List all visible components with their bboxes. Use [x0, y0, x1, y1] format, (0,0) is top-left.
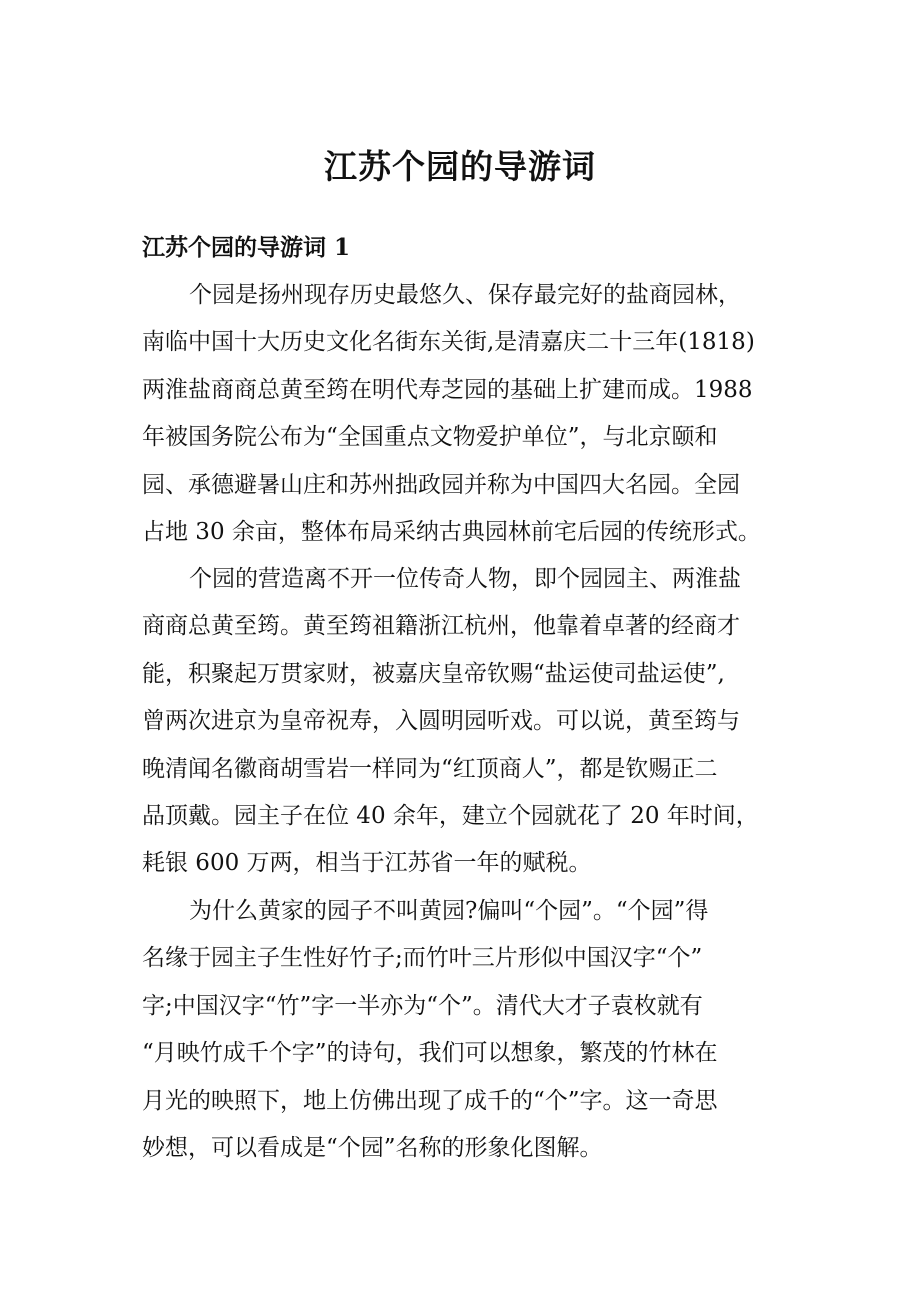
paragraph-line: 个园的营造离不开一位传奇人物，即个园园主、两淮盐	[189, 566, 741, 592]
paragraph-line: 妙想，可以看成是“个园”名称的形象化图解。	[142, 1134, 603, 1161]
paragraph-line: 名缘于园主子生性好竹子;而竹叶三片形似中国汉字“个”	[142, 945, 703, 972]
paragraph-line: 曾两次进京为皇帝祝寿，入圆明园听戏。可以说，黄至筠与	[142, 708, 740, 735]
section-heading: 江苏个园的导游词 1	[142, 234, 351, 261]
paragraph-line: 晚清闻名徽商胡雪岩一样同为“红顶商人”，都是钦赐正二	[142, 755, 718, 782]
paragraph-2	[142, 556, 782, 888]
paragraph-line: 南临中国十大历史文化名街东关街,是清嘉庆二十三年(1818)	[142, 329, 755, 356]
paragraph-line: 年被国务院公布为“全国重点文物爱护单位”，与北京颐和	[142, 424, 718, 451]
document-title: 江苏个园的导游词	[324, 147, 596, 186]
paragraph-line: 字;中国汉字“竹”字一半亦为“个”。清代大才子袁枚就有	[142, 992, 703, 1019]
paragraph-line: 为什么黄家的园子不叫黄园?偏叫“个园”。“个园”得	[189, 898, 709, 924]
paragraph-1	[142, 272, 782, 556]
paragraph-line: 能，积聚起万贯家财，被嘉庆皇帝钦赐“盐运使司盐运使”,	[142, 660, 725, 687]
paragraph-line: 占地 30 余亩，整体布局采纳古典园林前宅后园的传统形式。	[142, 518, 761, 545]
paragraph-3	[142, 888, 782, 1172]
paragraph-line: 园、承德避暑山庄和苏州拙政园并称为中国四大名园。全园	[142, 471, 740, 498]
paragraph-line: 个园是扬州现存历史最悠久、保存最完好的盐商园林，	[189, 282, 741, 308]
paragraph-line: 耗银 600 万两，相当于江苏省一年的赋税。	[142, 850, 592, 877]
paragraph-line: 两淮盐商商总黄至筠在明代寿芝园的基础上扩建而成。1988	[142, 376, 753, 403]
paragraph-line: 商商总黄至筠。黄至筠祖籍浙江杭州，他靠着卓著的经商才	[142, 613, 740, 640]
paragraph-line: 品顶戴。园主子在位 40 余年，建立个园就花了 20 年时间，	[142, 802, 759, 829]
paragraph-line: 月光的映照下，地上仿佛出现了成千的“个”字。这一奇思	[142, 1087, 718, 1114]
paragraph-line: “月映竹成千个字”的诗句，我们可以想象，繁茂的竹林在	[142, 1040, 718, 1067]
